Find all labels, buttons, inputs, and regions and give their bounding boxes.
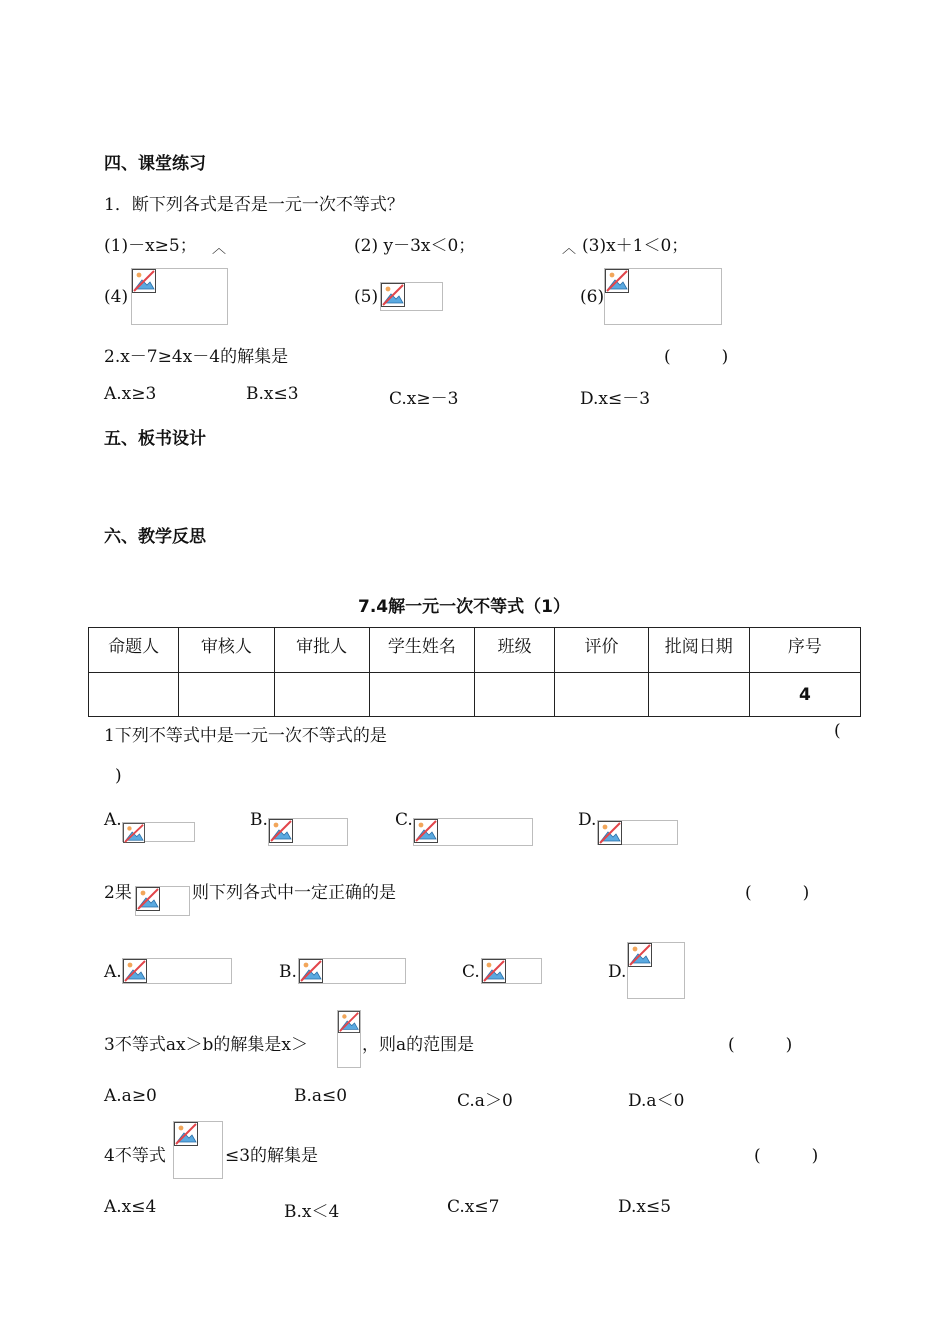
q2-option-a: A.x≥3	[104, 384, 157, 404]
ws-question-2-prompt-start: 2果	[104, 883, 132, 903]
question-2-prompt: 2.x－7≥4x－4的解集是	[104, 347, 289, 367]
q2-option-d: D.x≤－3	[580, 389, 651, 409]
answer-paren: ( )	[745, 883, 810, 903]
table-header-row	[89, 628, 861, 673]
table-cell-sequence: 4	[749, 673, 860, 717]
broken-image-icon	[174, 1122, 198, 1146]
q1-item-4-label: (4)	[104, 287, 129, 307]
table-cell	[89, 673, 179, 717]
table-cell	[555, 673, 648, 717]
broken-image-icon	[414, 819, 438, 843]
ws-q1-label-b: B.	[250, 810, 268, 830]
table-cell	[369, 673, 474, 717]
ws-question-3-prompt-end: ，则a的范围是	[362, 1035, 475, 1055]
formula-image	[131, 268, 228, 325]
section-heading-reflection: 六、教学反思	[104, 527, 206, 547]
ws-q2-label-a: A.	[104, 962, 122, 982]
section-heading-practice: 四、课堂练习	[104, 154, 206, 174]
formula-image	[597, 820, 678, 845]
q1-item-1: (1)－x≥5；	[104, 236, 197, 256]
broken-image-icon	[605, 269, 629, 293]
formula-image	[604, 268, 722, 325]
broken-image-icon	[482, 959, 506, 983]
table-header-cell: 序号	[749, 628, 860, 673]
broken-image-icon	[338, 1011, 360, 1033]
table-cell	[274, 673, 369, 717]
ws-q3-option-c: C.a＞0	[457, 1091, 513, 1111]
ws-question-2-prompt-end: 则下列各式中一定正确的是	[192, 883, 396, 903]
ws-question-4-prompt-start: 4不等式	[104, 1146, 166, 1166]
caret-up-icon: ︿	[212, 241, 226, 257]
formula-image	[413, 818, 533, 846]
ws-q4-option-d: D.x≤5	[618, 1197, 672, 1217]
broken-image-icon	[381, 283, 405, 307]
ws-q1-label-c: C.	[395, 810, 413, 830]
ws-question-1-prompt: 1下列不等式中是一元一次不等式的是	[104, 726, 387, 746]
broken-image-icon	[299, 959, 323, 983]
broken-image-icon	[136, 887, 160, 911]
q2-option-c: C.x≥－3	[389, 389, 459, 409]
broken-image-icon	[598, 821, 622, 845]
broken-image-icon	[269, 819, 293, 843]
formula-image	[481, 958, 542, 984]
formula-image	[122, 958, 232, 984]
table-cell	[474, 673, 554, 717]
ws-q2-label-c: C.	[462, 962, 480, 982]
answer-paren-close: )	[115, 766, 122, 786]
ws-q1-label-d: D.	[578, 810, 597, 830]
worksheet-title: 7.4解一元一次不等式（1）	[358, 597, 570, 617]
section-heading-board: 五、板书设计	[104, 429, 206, 449]
ws-q3-option-a: A.a≥0	[104, 1086, 157, 1106]
broken-image-icon	[132, 269, 156, 293]
broken-image-icon	[123, 823, 145, 843]
q1-item-5-label: (5)	[354, 287, 379, 307]
question-1-prompt: 1．断下列各式是否是一元一次不等式？	[104, 195, 404, 215]
answer-paren: ( )	[664, 347, 729, 367]
table-cell	[648, 673, 749, 717]
table-header-cell: 评价	[555, 628, 648, 673]
broken-image-icon	[628, 943, 652, 967]
ws-q2-label-b: B.	[279, 962, 297, 982]
table-cell	[179, 673, 274, 717]
ws-q1-label-a: A.	[104, 810, 122, 830]
answer-paren-open: (	[834, 721, 841, 741]
info-table	[88, 627, 861, 717]
formula-image	[337, 1010, 361, 1068]
q2-option-b: B.x≤3	[246, 384, 299, 404]
q1-item-2: (2) y－3x＜0；	[354, 236, 476, 256]
table-header-cell: 班级	[474, 628, 554, 673]
ws-q4-option-b: B.x＜4	[284, 1202, 340, 1222]
formula-image	[380, 282, 443, 311]
broken-image-icon	[123, 959, 147, 983]
table-header-cell: 审批人	[274, 628, 369, 673]
ws-q3-option-d: D.a＜0	[628, 1091, 685, 1111]
table-header-cell: 审核人	[179, 628, 274, 673]
formula-image	[122, 822, 195, 842]
table-header-cell: 学生姓名	[369, 628, 474, 673]
ws-question-3-prompt-start: 3不等式ax＞b的解集是x＞	[104, 1035, 309, 1055]
answer-paren: ( )	[728, 1035, 793, 1055]
ws-q4-option-c: C.x≤7	[447, 1197, 500, 1217]
ws-q3-option-b: B.a≤0	[294, 1086, 348, 1106]
formula-image	[627, 942, 685, 999]
ws-q4-option-a: A.x≤4	[104, 1197, 157, 1217]
answer-paren: ( )	[754, 1146, 819, 1166]
table-value-row	[89, 673, 861, 717]
ws-q2-label-d: D.	[608, 962, 627, 982]
table-header-cell: 命题人	[89, 628, 179, 673]
q1-item-6-label: (6)	[580, 287, 605, 307]
table-header-cell: 批阅日期	[648, 628, 749, 673]
formula-image	[298, 958, 406, 984]
formula-image	[268, 818, 348, 846]
caret-up-icon: ︿	[562, 241, 576, 257]
formula-image	[173, 1121, 223, 1179]
q1-item-3: (3)x＋1＜0；	[582, 236, 689, 256]
formula-image	[135, 886, 190, 916]
ws-question-4-prompt-end: ≤3的解集是	[225, 1146, 319, 1166]
